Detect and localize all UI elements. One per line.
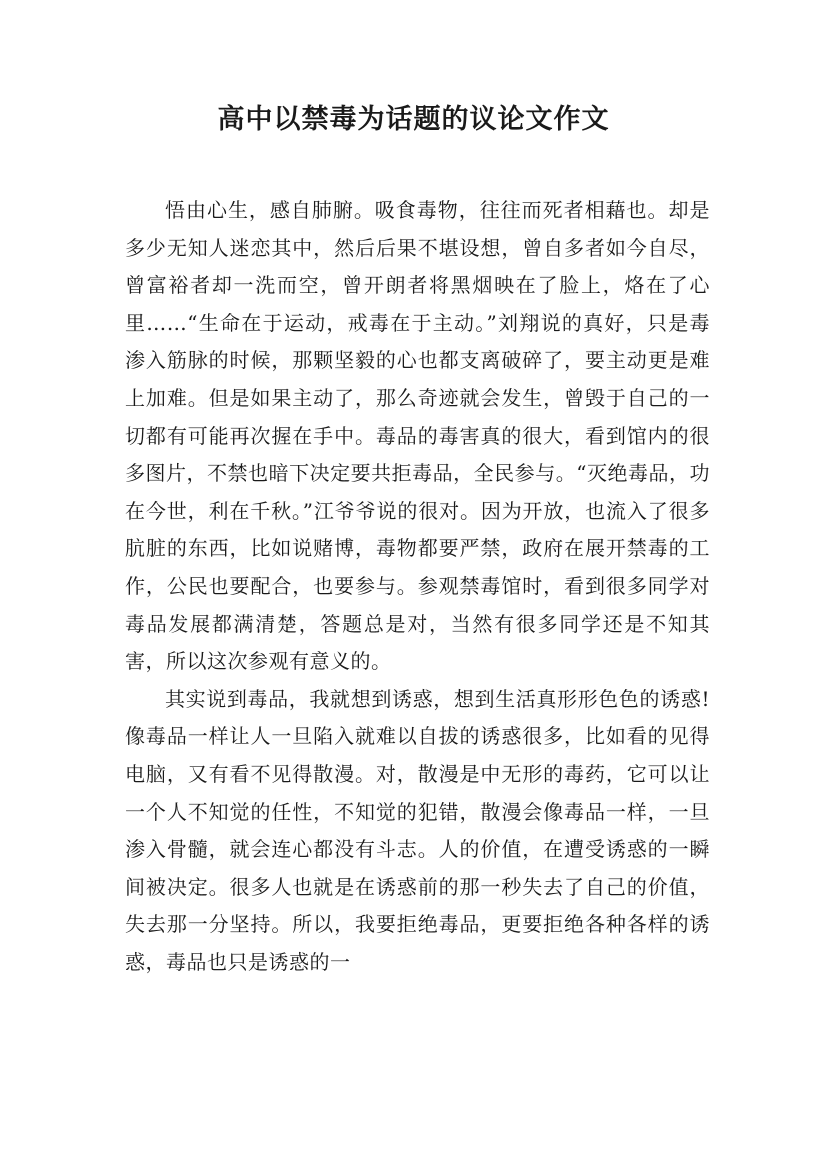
paragraph-1: 悟由心生，感自肺腑。吸食毒物，往往而死者相藉也。却是多少无知人迷恋其中，然后后果不堪设想，曾自多者如今自尽，曾富裕者却一洗而空，曾开朗者将黑烟映在了脸上，烙在了心里……“生命在于运动，戒毒在于主动。”刘翔说的真好，只是毒渗入筋脉的时候，那颗坚毅的心也都支离破碎了，要主动更是难上加难。但是如果主动了，那么奇迹就会发生，曾毁于自己的一切都有可能再次握在手中。毒品的毒害真的很大，看到馆内的很多图片，不禁也暗下决定要共拒毒品，全民参与。“灭绝毒品，功在今世，利在千秋。”江爷爷说的很对。因为开放，也流入了很多肮脏的东西，比如说赌博，毒物都要严禁，政府在展开禁毒的工作，公民也要配合，也要参与。参观禁毒馆时，看到很多同学对毒品发展都满清楚，答题总是对，当然有很多同学还是不知其害，所以这次参观有意义的。 [125,198,710,674]
page-title: 高中以禁毒为话题的议论文作文 [217,104,610,135]
essay-body [125,192,710,981]
paragraph-2: 其实说到毒品，我就想到诱惑，想到生活真形形色色的诱惑!像毒品一样让人一旦陷入就难以自拔的诱惑很多，比如看的见得电脑，又有看不见得散漫。对，散漫是中无形的毒药，它可以让一个人不知觉的任性，不知觉的犯错，散漫会像毒品一样，一旦渗入骨髓，就会连心都没有斗志。人的价值，在遭受诱惑的一瞬间被决定。很多人也就是在诱惑前的那一秒失去了自己的价值，失去那一分坚持。所以，我要拒绝毒品，更要拒绝各种各样的诱惑，毒品也只是诱惑的一 [125,686,710,974]
